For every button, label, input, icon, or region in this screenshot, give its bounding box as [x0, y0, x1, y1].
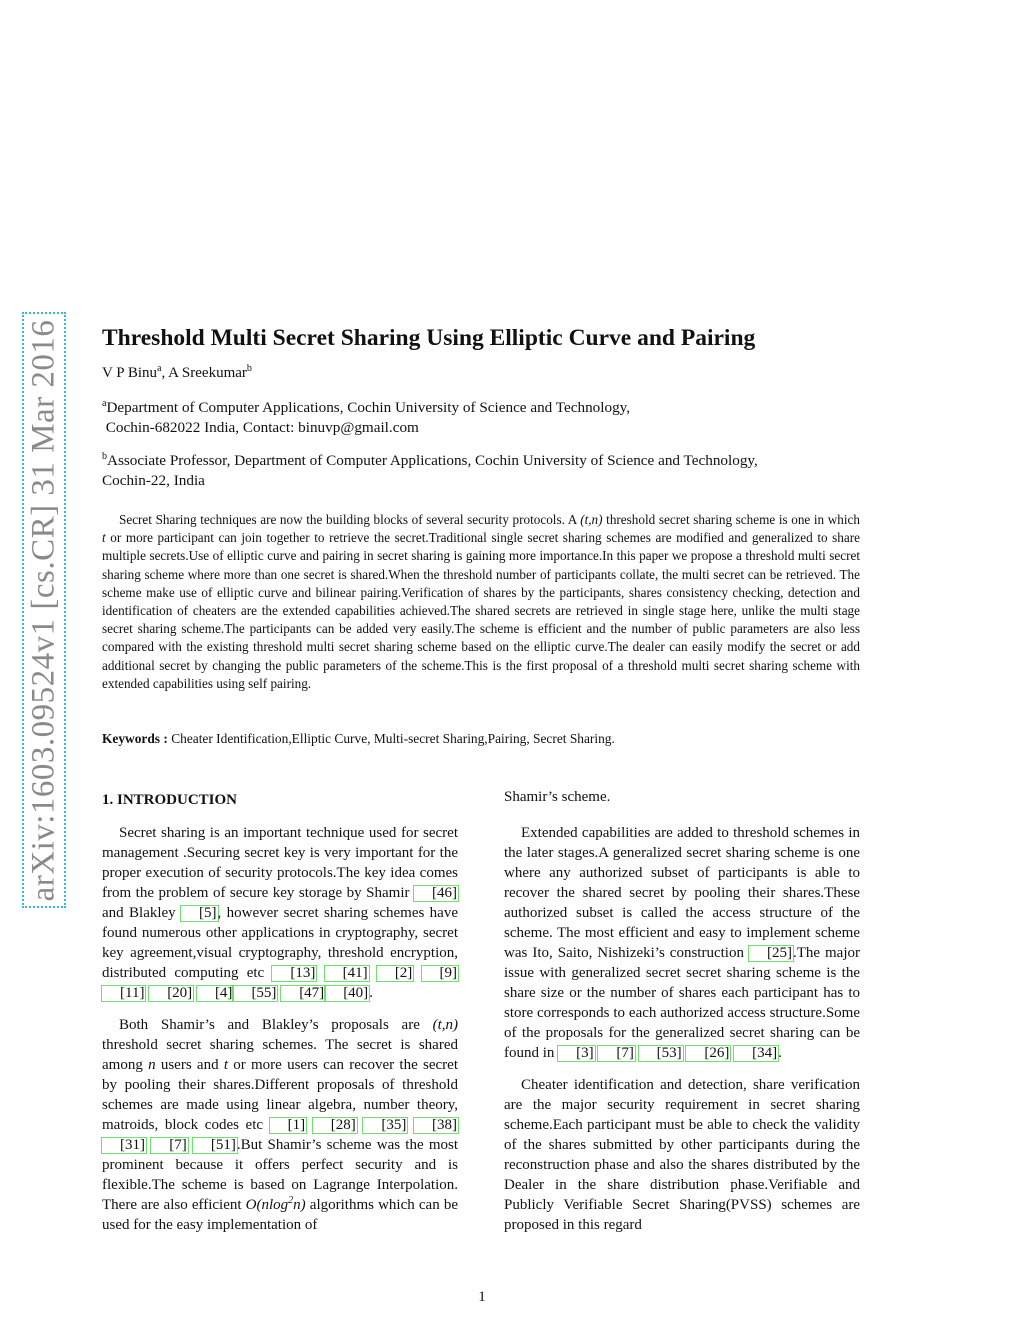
affiliation-line: Cochin-682022 India, Contact: binuvp@gmail.com [105, 419, 419, 436]
arxiv-identifier-stamp [22, 312, 66, 908]
author-list: V P Binu$^a$, A Sreekumar$^b$ [102, 363, 252, 381]
abstract-text: or more participant can join together to retrieve the secret.Traditional single secret sharing schemes are modified and generalized to share multiple secrets.Use of elliptic curve and pairing in secret sharing is gaining more importance.In this paper we propose a threshold multi secret sharing scheme where more than one secret is shared.When the threshold number of participants collate, the multi secret can be retrieved. The scheme make use of elliptic curve and bilinear pairing.Verification of shares by the participants, shares consistency checking, detection and identification of cheaters are the extended capabilities achieved.The shared secrets are retrieved in single stage here, unlike the multi stage secret sharing scheme.The participants can be added very easily.The scheme is efficient and the number of public parameters are also less compared with the existing threshold multi secret sharing scheme based on the elliptic curve.The dealer can easily modify the secret or add additional secret by changing the public parameters of the scheme.This is the first proposal of a threshold multi secret sharing scheme with extended capabilities using self pairing. [102, 530, 860, 691]
citation-link[interactable]: [34] [734, 1046, 778, 1061]
author-affil-mark: a [157, 363, 162, 374]
abstract [102, 511, 860, 693]
citation-link[interactable]: [47] [281, 986, 325, 1001]
author-affil-mark: b [246, 363, 252, 374]
citation-link[interactable]: [9] [422, 966, 459, 981]
keywords [102, 731, 860, 747]
math-complexity: O(nlog$^2$n) [245, 1195, 306, 1213]
intro-continuation: Shamir’s scheme. [504, 789, 611, 805]
intro-paragraph-2: Both Shamir’s and Blakley’s proposals are (t,n) threshold secret sharing schemes. The secret is shared among n users and t or more users can recover the secret by pooling their shares.Different proposals of threshold schemes are made using linear algebra, number theory, matroids, block codes etc [1] [28] [35] [38] [31] [7] [51].But Shamir’s scheme was the most prominent because it offers perfect security and is flexible.The scheme is based on Lagrange Interpolation. There are also efficient O(nlog$^2$n) algorithms which can be used for the easy implementation of [102, 1017, 459, 1233]
page-number: 1 [478, 1289, 486, 1305]
right-column [504, 787, 860, 1247]
paper-title: Threshold Multi Secret Sharing Using Elliptic Curve and Pairing [102, 325, 756, 351]
intro-paragraph-4: Cheater identification and detection, share verification are the major security requirement in secret sharing scheme.Each participant must be able to check the validity of the shares submitted by other participants during the reconstruction phase and also the shares distributed by the Dealer in the share distribution phase.Verifiable and Publicly Verifiable Secret Sharing(PVSS) schemes are proposed in this regard [504, 1077, 860, 1233]
affiliation-a [102, 398, 862, 438]
citation-link[interactable]: [13] [272, 966, 316, 981]
affiliation-b [102, 451, 862, 491]
citation-link[interactable]: [26] [686, 1046, 730, 1061]
citation-link[interactable]: [28] [313, 1118, 357, 1133]
citation-link[interactable]: [31] [102, 1138, 146, 1153]
citation-link[interactable]: [20] [149, 986, 193, 1001]
math-tn: (t,n) [432, 1017, 458, 1033]
citation-link[interactable]: [4] [197, 986, 234, 1001]
author-name: V P Binu [102, 365, 158, 381]
affiliation-line: Associate Professor, Department of Computer Applications, Cochin University of Science and Technology, [107, 452, 758, 469]
citation-link[interactable]: [5] [181, 906, 218, 921]
intro-paragraph-1: Secret sharing is an important technique used for secret management .Securing secret key is very important for the proper execution of security protocols.The key idea comes from the problem of secure key storage by Shamir [46] and Blakley [5], however secret sharing schemes have found numerous other applications in cryptography, secret key agreement,visual cryptography, threshold encryption, distributed computing etc [13] [41] [2] [9] [11] [20] [4] [55] [47] [40]. [102, 825, 458, 1001]
math-n: n [148, 1057, 156, 1073]
math-t: t [223, 1057, 228, 1073]
citation-link[interactable]: [53] [639, 1046, 683, 1061]
affiliation-line: Cochin-22, India [102, 472, 205, 489]
affiliation-mark: b [102, 450, 107, 462]
citation-link[interactable]: [41] [325, 966, 369, 981]
citation-link[interactable]: [1] [270, 1118, 307, 1133]
affiliation-mark: a [102, 397, 107, 409]
citation-link[interactable]: [7] [598, 1046, 635, 1061]
citation-link[interactable]: [7] [151, 1138, 188, 1153]
abstract-text: threshold secret sharing scheme is one in which [602, 512, 860, 527]
author-name: A Sreekumar [168, 365, 247, 381]
citation-link[interactable]: [25] [749, 946, 793, 961]
arxiv-id: arXiv:1603.09524v1 [cs.CR] 31 Mar 2016 [25, 319, 62, 901]
citation-link[interactable]: [35] [363, 1118, 407, 1133]
math-t: t [102, 530, 106, 546]
citation-link[interactable]: [55] [233, 986, 277, 1001]
citation-link[interactable]: [3] [558, 1046, 595, 1061]
citation-link[interactable]: [46] [414, 886, 458, 901]
citation-link[interactable]: [38] [414, 1118, 458, 1133]
math-tn: (t,n) [580, 512, 603, 527]
abstract-text: Secret Sharing techniques are now the building blocks of several security protocols. A [119, 512, 581, 527]
citation-link[interactable]: [11] [102, 986, 145, 1001]
affiliation-line: Department of Computer Applications, Cochin University of Science and Technology, [106, 399, 631, 416]
left-column [102, 787, 458, 1247]
citation-link[interactable]: [2] [377, 966, 414, 981]
citation-link[interactable]: [51] [193, 1138, 237, 1153]
intro-paragraph-3: Extended capabilities are added to threshold schemes in the later stages.A generalized secret sharing scheme is one where any authorized subset of participants is able to recover the shared secret by pooling their shares.These authorized subset is called the access structure of the scheme. The most efficient and easy to implement scheme was Ito, Saito, Nishizeki’s construction [25].The major issue with generalized secret secret sharing scheme is the share size or the number of shares each participant has to store corresponds to each authorized access structure.Some of the proposals for the generalized secret sharing can be found in [3] [7] [53] [26] [34]. [504, 825, 861, 1061]
keywords-text: Cheater Identification,Elliptic Curve, Multi-secret Sharing,Pairing, Secret Sharing. [171, 731, 615, 746]
section-heading: 1. INTRODUCTION [102, 792, 238, 808]
keywords-label: Keywords : [102, 731, 168, 746]
citation-link[interactable]: [40] [325, 986, 369, 1001]
